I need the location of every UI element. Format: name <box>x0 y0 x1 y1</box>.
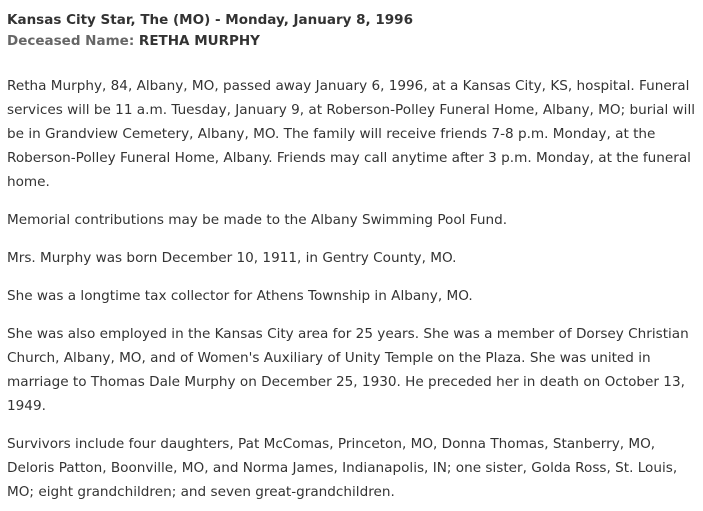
publication-date: Monday, January 8, 1996 <box>225 12 413 28</box>
deceased-label: Deceased Name: <box>7 33 139 49</box>
publication-source: Kansas City Star, The (MO) <box>7 12 211 28</box>
paragraph-death-and-services: Retha Murphy, 84, Albany, MO, passed away January 6, 1996, at a Kansas City, KS, hospital. Funeral services will be 11 a.m. Tuesday, January 9, at Roberson-Polley Funeral Home, Albany, MO; burial will be in Grandview Cemetery, Albany, MO. The family will receive friends 7-8 p.m. Monday, at the Roberson-Polley Funeral Home, Albany. Friends may call anytime after 3 p.m. Monday, at the funeral home. <box>7 78 695 190</box>
deceased-name: RETHA MURPHY <box>138 33 260 49</box>
deceased-line <box>7 31 697 52</box>
publication-line <box>7 10 697 31</box>
obituary-header <box>7 10 697 52</box>
paragraph-life: She was also employed in the Kansas City area for 25 years. She was a member of Dorsey Christian Church, Albany, MO, and of Women's Auxiliary of Unity Temple on the Plaza. She was united in marriage to Thomas Dale Murphy on December 25, 1930. He preceded her in death on October 13, 1949. <box>7 326 689 414</box>
header-separator: - <box>210 12 226 28</box>
paragraph-birth: Mrs. Murphy was born December 10, 1911, in Gentry County, MO. <box>7 250 457 266</box>
obituary-body <box>7 74 697 504</box>
paragraph-memorials: Memorial contributions may be made to the Albany Swimming Pool Fund. <box>7 212 508 228</box>
paragraph-survivors: Survivors include four daughters, Pat McComas, Princeton, MO, Donna Thomas, Stanberry, MO, Deloris Patton, Boonville, MO, and Norma James, Indianapolis, IN; one sister, Golda Ross, St. Louis, MO; eight grandchildren; and seven great-grandchildren. <box>7 436 678 500</box>
paragraph-career: She was a longtime tax collector for Athens Township in Albany, MO. <box>7 288 473 304</box>
